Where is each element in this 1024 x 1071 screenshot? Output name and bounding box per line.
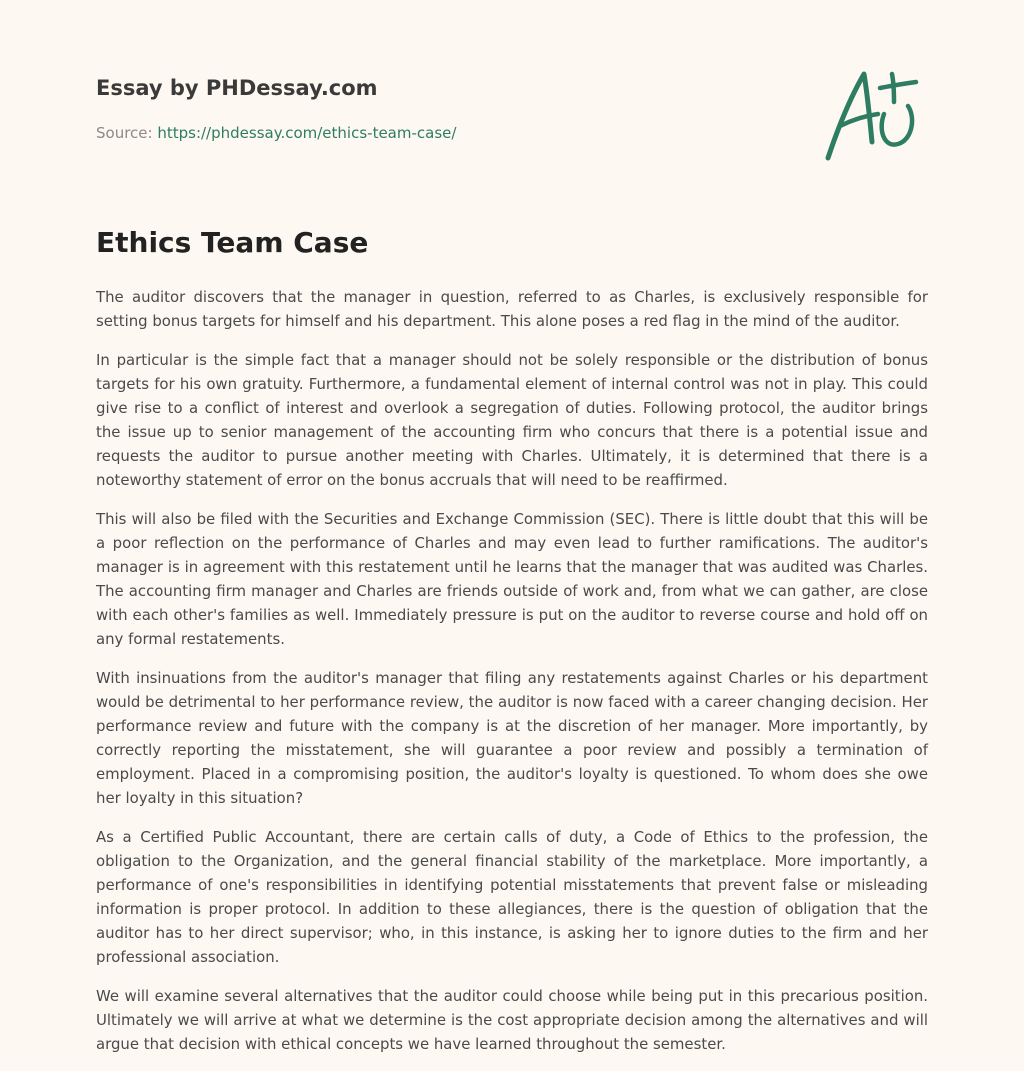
source-line	[96, 124, 456, 142]
essay-title: Ethics Team Case	[96, 226, 369, 259]
essay-paragraph-2: In particular is the simple fact that a manager should not be solely responsible or the distribution of bonus targets for his own gratuity. Furthermore, a fundamental element of internal control was not in play. This could give rise to a conflict of interest and overlook a segregation of duties. Following protocol, the auditor brings the issue up to senior management of the accounting firm who concurs that there is a potential issue and requests the auditor to pursue another meeting with Charles. Ultimately, it is determined that there is a noteworthy statement of error on the bonus accruals that will need to be reaffirmed.	[96, 351, 928, 489]
a-plus-logo	[818, 64, 930, 168]
essay-paragraph-3: This will also be filed with the Securities and Exchange Commission (SEC). There is little doubt that this will be a poor reflection on the performance of Charles and may even lead to further ramifications. The auditor's manager is in agreement with this restatement until he learns that the manager that was audited was Charles. The accounting firm manager and Charles are friends outside of work and, from what we can gather, are close with each other's families as well. Immediately pressure is put on the auditor to reverse course and hold off on any formal restatements.	[96, 510, 928, 648]
source-label: Source:	[96, 124, 158, 142]
essay-paragraph-5: As a Certified Public Accountant, there are certain calls of duty, a Code of Ethics to the profession, the obligation to the Organization, and the general financial stability of the marketplace. More importantly, a performance of one's responsibilities in identifying potential misstatements that prevent false or misleading information is proper protocol. In addition to these allegiances, there is the question of obligation that the auditor has to her direct supervisor; who, in this instance, is asking her to ignore duties to the firm and her professional association.	[96, 828, 928, 966]
essay-paragraph-1: The auditor discovers that the manager in question, referred to as Charles, is exclusively responsible for setting bonus targets for himself and his department. This alone poses a red flag in the mind of the auditor.	[96, 288, 928, 330]
site-title: Essay by PHDessay.com	[96, 76, 378, 100]
source-link[interactable]: https://phdessay.com/ethics-team-case/	[157, 124, 457, 142]
essay-paragraph-6: We will examine several alternatives that the auditor could choose while being put in this precarious position. Ultimately we will arrive at what we determine is the cost appropriate decision among the alternatives and will argue that decision with ethical concepts we have learned throughout the semester.	[96, 987, 928, 1053]
essay-body	[96, 285, 928, 1071]
essay-paragraph-4: With insinuations from the auditor's manager that filing any restatements against Charles or his department would be detrimental to her performance review, the auditor is now faced with a career changing decision. Her performance review and future with the company is at the discretion of her manager. More importantly, by correctly reporting the misstatement, she will guarantee a poor review and possibly a termination of employment. Placed in a compromising position, the auditor's loyalty is questioned. To whom does she owe her loyalty in this situation?	[96, 669, 928, 807]
